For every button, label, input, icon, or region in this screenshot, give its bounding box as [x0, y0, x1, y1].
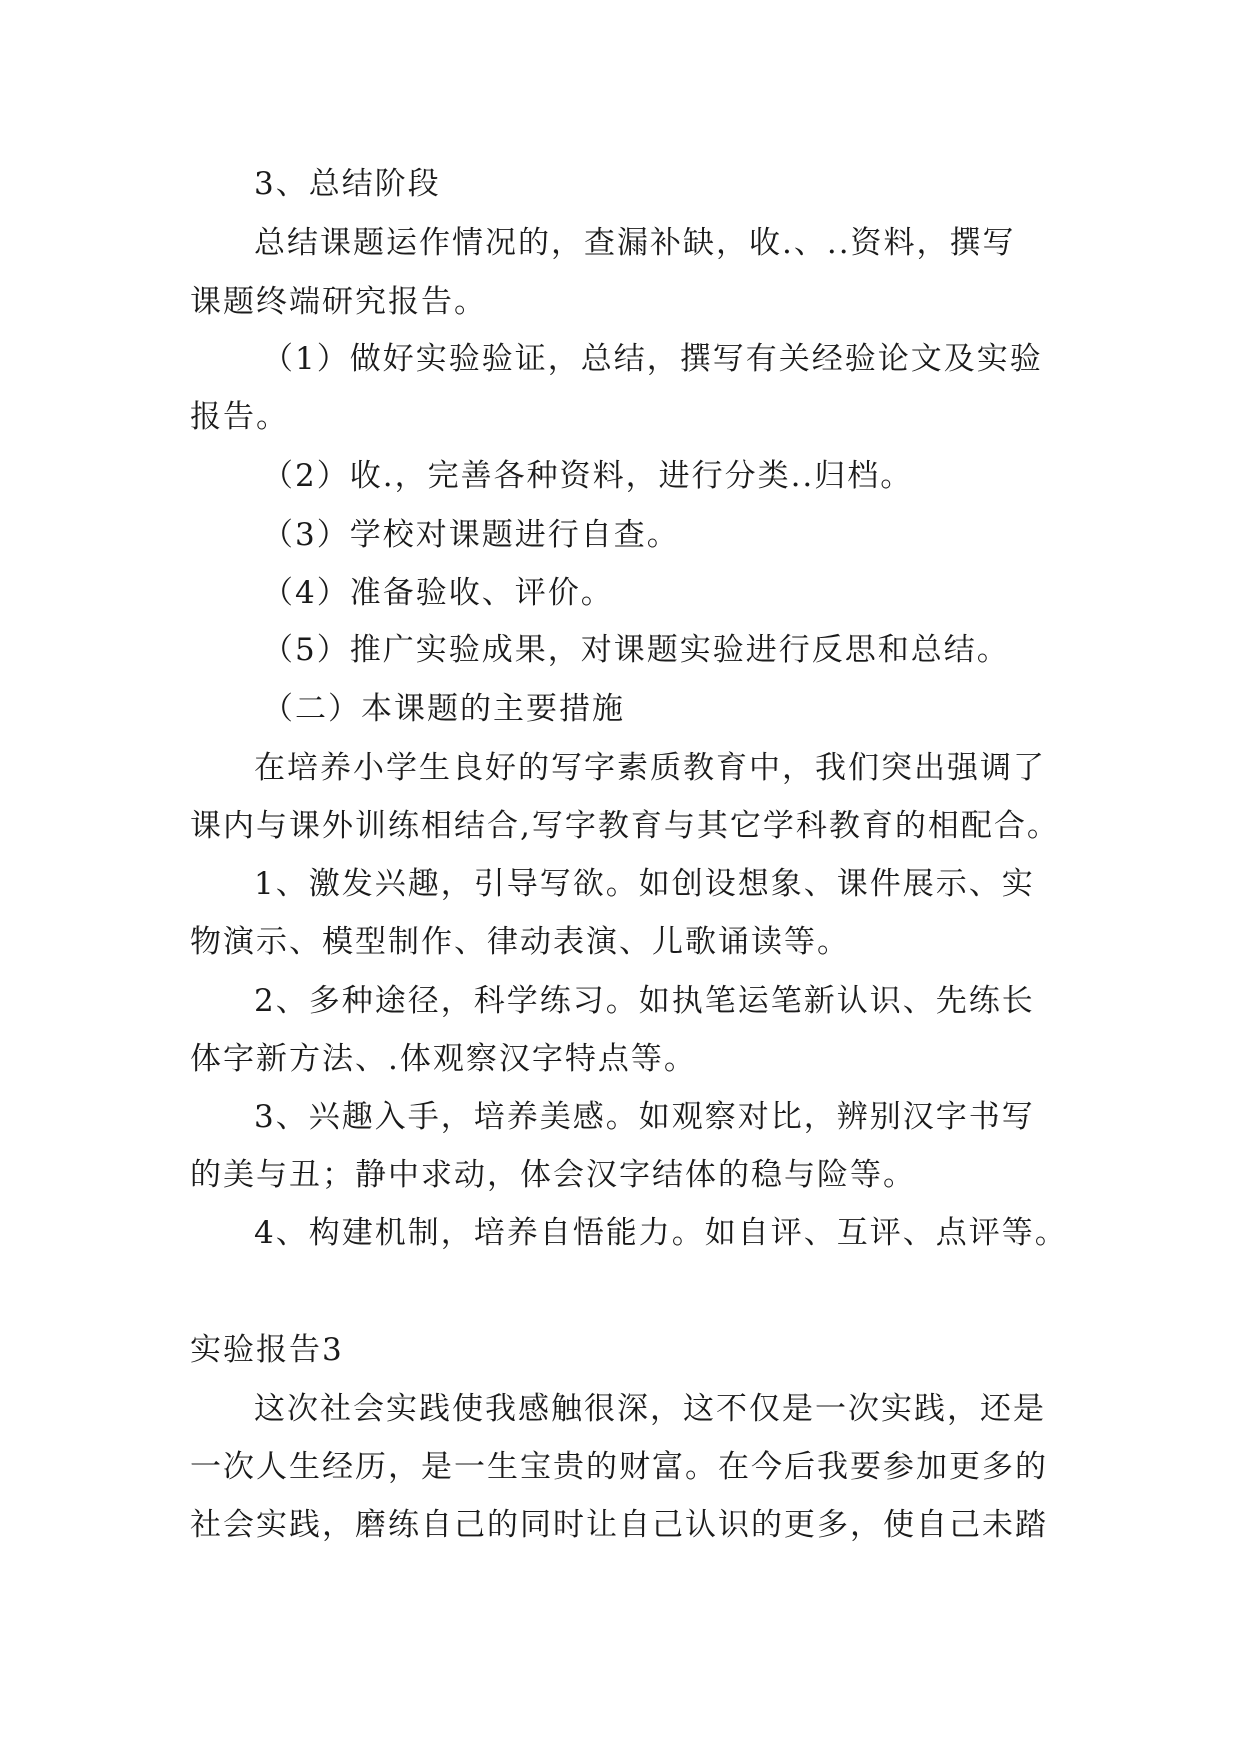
paragraph-line: 社会实践，磨练自己的同时让自己认识的更多，使自己未踏: [190, 1507, 1048, 1543]
section-heading: 3、总结阶段: [254, 166, 441, 202]
paragraph-line: 这次社会实践使我感触很深，这不仅是一次实践，还是: [254, 1391, 1046, 1427]
report-title: 实验报告3: [190, 1332, 344, 1368]
paragraph-line: 在培养小学生良好的写字素质教育中，我们突出强调了: [254, 750, 1046, 786]
list-item: （3）学校对课题进行自查。: [262, 517, 680, 553]
paragraph-line: 报告。: [190, 399, 289, 435]
paragraph-line: 总结课题运作情况的，查漏补缺，收.、..资料，撰写: [254, 225, 1016, 261]
list-item: 1、激发兴趣，引导写欲。如创设想象、课件展示、实: [254, 866, 1035, 902]
list-item: （5）推广实验成果，对课题实验进行反思和总结。: [262, 632, 1010, 668]
list-item: （2）收.，完善各种资料，进行分类..归档。: [262, 458, 914, 494]
section-heading: （二）本课题的主要措施: [262, 691, 625, 727]
list-item: 2、多种途径，科学练习。如执笔运笔新认识、先练长: [254, 983, 1035, 1019]
paragraph-line: 的美与丑；静中求动，体会汉字结体的稳与险等。: [190, 1157, 916, 1193]
list-item: （1）做好实验验证，总结，撰写有关经验论文及实验: [262, 341, 1043, 377]
paragraph-line: 一次人生经历，是一生宝贵的财富。在今后我要参加更多的: [190, 1449, 1048, 1485]
list-item: 4、构建机制，培养自悟能力。如自评、互评、点评等。: [254, 1215, 1068, 1251]
paragraph-line: 体字新方法、.体观察汉字特点等。: [190, 1041, 697, 1077]
paragraph-line: 课题终端研究报告。: [190, 284, 487, 320]
paragraph-line: 物演示、模型制作、律动表演、儿歌诵读等。: [190, 924, 850, 960]
list-item: （4）准备验收、评价。: [262, 575, 614, 611]
list-item: 3、兴趣入手，培养美感。如观察对比，辨别汉字书写: [254, 1099, 1035, 1135]
paragraph-line: 课内与课外训练相结合,写字教育与其它学科教育的相配合。: [190, 808, 1060, 844]
